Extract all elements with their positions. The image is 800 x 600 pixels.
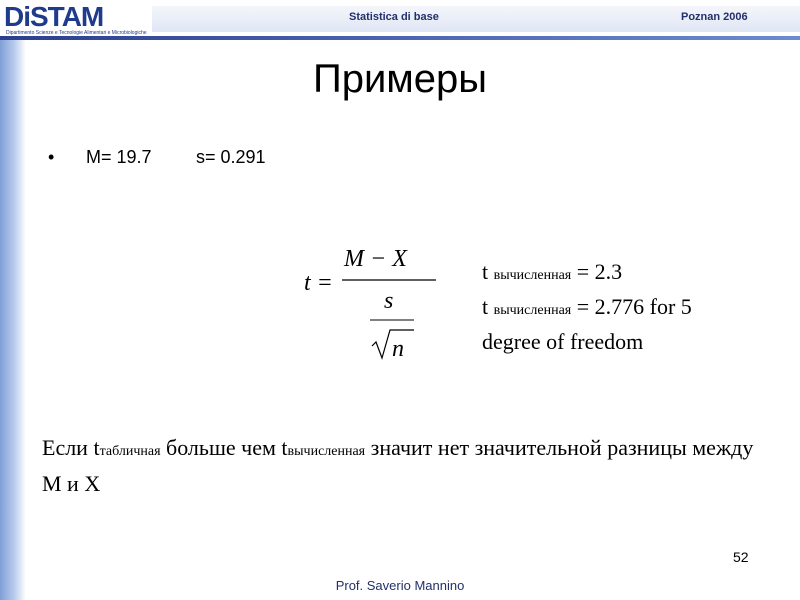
result-line-1 (482, 256, 692, 291)
conclusion-sentence (42, 432, 762, 500)
sentence-sub-2: вычисленная (287, 444, 366, 459)
t-letter: t (482, 259, 489, 284)
formula-inner-denominator: n (392, 336, 404, 362)
slide-title: Примеры (312, 57, 488, 101)
mean-value: M= 19.7 (86, 147, 152, 167)
course-title: Statistica di base (349, 11, 439, 23)
formula-numerator: M − X (344, 246, 407, 272)
sentence-part-3: значит нет значительной разницы между M и X (42, 435, 754, 496)
place-year: Poznan 2006 (681, 11, 748, 23)
logo-text: DiSTAM (4, 1, 104, 32)
result-2-value: = 2.776 for 5 (571, 294, 692, 319)
result-line-2 (482, 291, 692, 326)
result-line-3: degree of freedom (482, 329, 644, 354)
distam-logo (4, 2, 148, 38)
logo-subtitle: Dipartimento Scienze e Tecnologie Alimentari e Microbiologiche (6, 30, 147, 36)
t-test-formula (296, 238, 446, 368)
bullet-dot: • (48, 147, 55, 167)
header (0, 0, 800, 40)
result-1-value: = 2.3 (571, 259, 623, 284)
sentence-part-1: Если t (42, 435, 100, 460)
formula-lhs: t = (304, 270, 333, 296)
sentence-part-2: больше чем t (160, 435, 288, 460)
header-divider (0, 36, 800, 40)
sd-value: s= 0.291 (196, 147, 266, 167)
result-2-subscript: вычисленная (493, 303, 572, 318)
result-1-subscript: вычисленная (493, 268, 572, 283)
results-block (482, 256, 692, 357)
formula-inner-numerator: s (384, 288, 394, 314)
page-number: 52 (733, 549, 749, 565)
footer-author: Prof. Saverio Mannino (335, 578, 465, 593)
t-letter: t (482, 294, 489, 319)
sentence-sub-1: табличная (99, 444, 161, 459)
left-decorative-bar (0, 40, 26, 600)
